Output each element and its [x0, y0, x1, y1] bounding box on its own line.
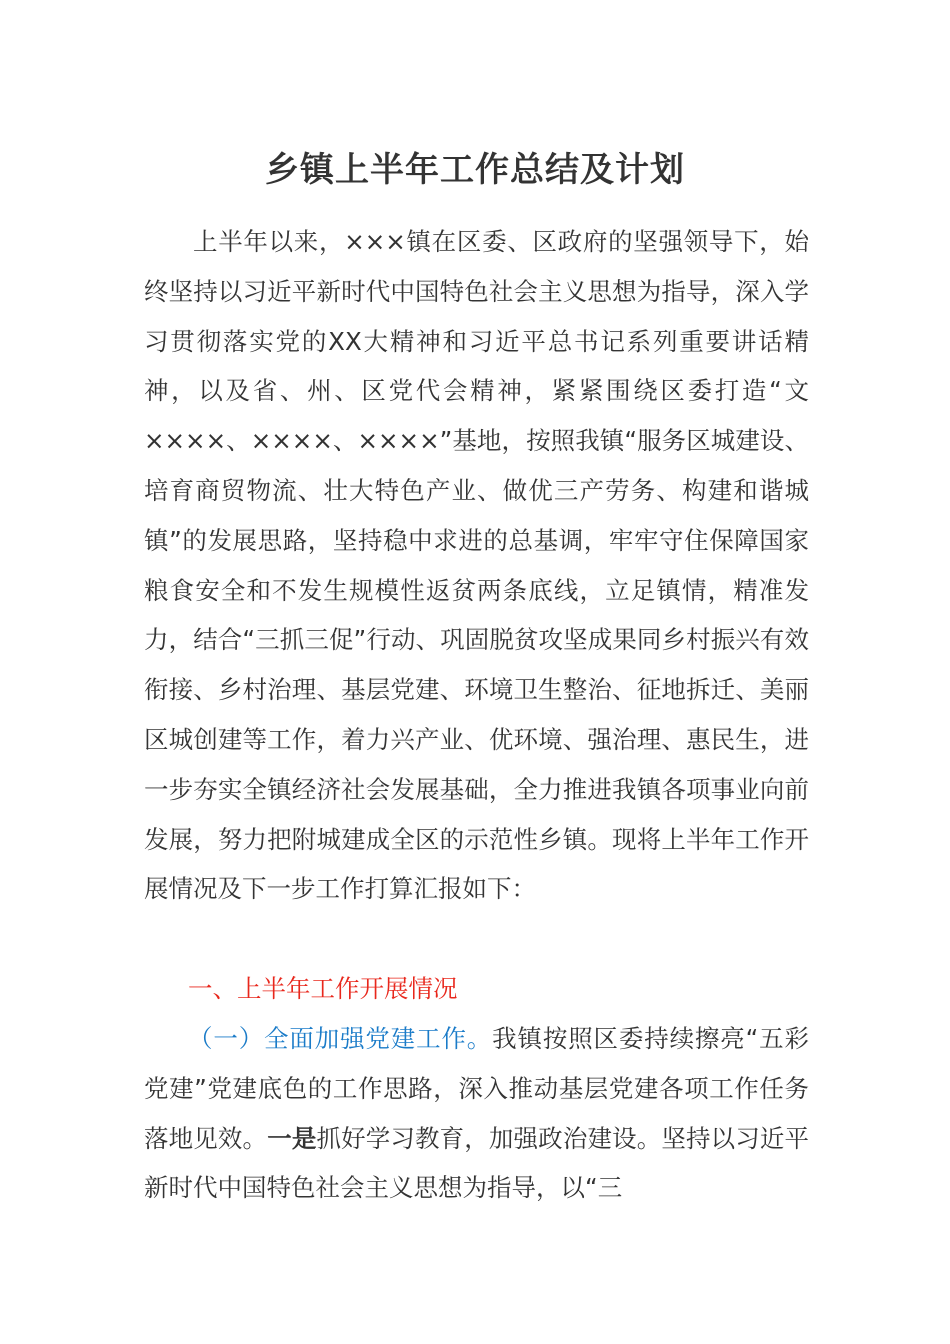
subsection-paragraph-1	[144, 1014, 809, 1213]
subsection-bold-lead: 一是	[267, 1123, 317, 1153]
intro-paragraph: 上半年以来，×××镇在区委、区政府的坚强领导下，始终坚持以习近平新时代中国特色社会主义思想为指导，深入学习贯彻落实党的XX大精神和习近平总书记系列重要讲话精神，以及省、州、区党代会精神，紧紧围绕区委打造“文××××、××××、××××”基地，按照我镇“服务区城建设、培育商贸物流、壮大特色产业、做优三产劳务、构建和谐城镇”的发展思路，坚持稳中求进的总基调，牢牢守住保障国家粮食安全和不发生规模性返贫两条底线，立足镇情，精准发力，结合“三抓三促”行动、巩固脱贫攻坚成果同乡村振兴有效衔接、乡村治理、基层党建、环境卫生整治、征地拆迁、美丽区城创建等工作，着力兴产业、优环境、强治理、惠民生，进一步夯实全镇经济社会发展基础，全力推进我镇各项事业向前发展，努力把附城建成全区的示范性乡镇。现将上半年工作开展情况及下一步工作打算汇报如下：	[144, 227, 809, 904]
section-heading-1: 一、上半年工作开展情况	[188, 974, 458, 1003]
subsection-heading-1: （一）全面加强党建工作。	[188, 1024, 493, 1053]
subsection-text-b: 抓好学习教育，加强政治建设。坚持以习近平新时代中国特色社会主义思想为指导，以“三	[144, 1123, 810, 1203]
subsection-text-a: 我镇按照区委持续擦亮“五彩党建”党建底色的工作思路，深入推动基层党建各项工作任务落地见效。	[144, 1024, 809, 1153]
document-title: 乡镇上半年工作总结及计划	[265, 150, 685, 190]
